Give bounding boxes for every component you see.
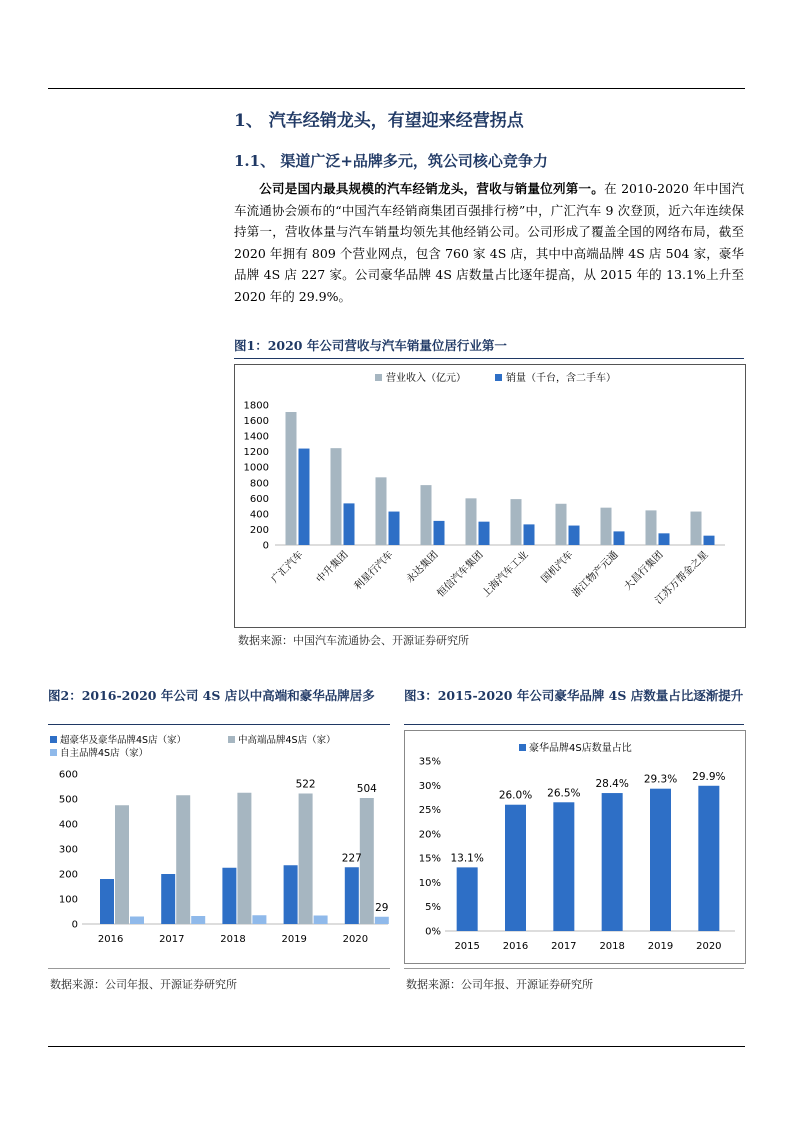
bar-sales	[299, 449, 310, 545]
data-label: 29.3%	[643, 773, 678, 786]
y-tick-label: 1800	[243, 400, 269, 412]
legend-swatch	[375, 374, 382, 381]
bar-luxury-share	[602, 793, 623, 931]
x-tick-label: 2015	[454, 941, 480, 952]
x-tick-label: 2018	[599, 941, 625, 952]
bar-sales	[569, 526, 580, 545]
data-label: 504	[356, 783, 377, 795]
y-tick-label: 400	[249, 509, 269, 521]
figure1-source: 数据来源：中国汽车流通协会、开源证券研究所	[238, 634, 469, 647]
legend-label: 豪华品牌4S店数量占比	[529, 743, 632, 754]
y-tick-label: 100	[58, 894, 78, 906]
y-tick-label: 25%	[418, 805, 441, 817]
data-label: 26.5%	[547, 787, 581, 800]
data-label: 13.1%	[450, 852, 484, 865]
y-tick-label: 200	[249, 524, 269, 536]
data-label: 28.4%	[595, 778, 629, 791]
data-label: 29	[375, 901, 389, 914]
y-tick-label: 600	[249, 493, 269, 505]
x-tick-label: 利星行汽车	[352, 549, 396, 593]
bar-luxury-share	[553, 802, 574, 931]
bar-domestic	[375, 917, 389, 924]
x-tick-label: 大昌行集团	[622, 549, 666, 593]
x-tick-label: 浙江物产元通	[570, 549, 621, 600]
data-label: 29.9%	[692, 770, 726, 783]
bar-midhigh	[115, 805, 129, 924]
y-tick-label: 0%	[425, 926, 441, 938]
figure3-chart-box	[404, 730, 746, 964]
bar-sales	[614, 531, 625, 545]
y-tick-label: 10%	[418, 877, 441, 889]
figure1-title: 图1：2020 年公司营收与汽车销量位居行业第一	[234, 338, 507, 353]
bar-revenue	[511, 499, 522, 545]
figure2-title-rule	[48, 724, 390, 725]
legend-label: 超豪华及豪华品牌4S店（家）	[60, 735, 187, 746]
y-tick-label: 400	[58, 819, 78, 831]
subsection-heading: 1.1、 渠道广泛+品牌多元，筑公司核心竞争力	[234, 152, 548, 170]
y-tick-label: 0	[71, 919, 78, 931]
bar-luxury-share	[698, 786, 719, 931]
legend-label: 营业收入（亿元）	[386, 373, 466, 384]
bar-sales	[389, 512, 400, 545]
figure2-title: 图2：2016-2020 年公司 4S 店以中高端和豪华品牌居多	[48, 688, 375, 703]
data-label: 26.0%	[498, 789, 533, 802]
y-tick-label: 1400	[243, 431, 269, 443]
y-tick-label: 5%	[425, 902, 441, 914]
data-label: 227	[341, 852, 362, 865]
legend-swatch	[228, 736, 235, 743]
bar-luxury-share	[650, 789, 671, 931]
bar-revenue	[691, 512, 702, 545]
bar-revenue	[601, 508, 612, 545]
x-tick-label: 2019	[281, 934, 307, 945]
figure2-chart	[48, 730, 390, 960]
y-tick-label: 600	[58, 769, 78, 781]
body-paragraph	[234, 178, 744, 308]
figure3-source-rule	[404, 968, 744, 969]
figure3-title: 图3：2015-2020 年公司豪华品牌 4S 店数量占比逐渐提升	[404, 688, 744, 703]
y-tick-label: 20%	[418, 829, 441, 841]
figure2-source-rule	[48, 968, 390, 969]
bar-sales	[344, 503, 355, 545]
legend-swatch	[50, 749, 57, 756]
paragraph-lead: 公司是国内最具规模的汽车经销龙头，营收与销量位列第一。	[259, 181, 605, 196]
figure3-title-rule	[404, 724, 744, 725]
y-tick-label: 35%	[418, 756, 441, 768]
y-tick-label: 1600	[243, 416, 269, 428]
bar-midhigh	[176, 795, 190, 924]
footer-rule	[48, 1046, 745, 1047]
y-tick-label: 500	[58, 794, 78, 806]
y-tick-label: 1000	[243, 462, 269, 474]
x-tick-label: 国机汽车	[539, 549, 576, 586]
data-label: 522	[295, 778, 316, 791]
x-tick-label: 2020	[696, 941, 722, 952]
bar-revenue	[331, 448, 342, 545]
bar-domestic	[130, 917, 144, 925]
bar-luxury	[284, 865, 298, 924]
paragraph-text: 在 2010-2020 年中国汽车流通协会颁布的“中国汽车经销商集团百强排行榜”中，广汇汽车 9 次登顶，近六年连续保持第一，营收体量与汽车销量均领先其他经销公司。公司形成了覆盖全国的网络布局，截至 2020 年拥有 809 个营业网点，包含 760 家 4S 店，其中中高端品牌 4S 店 504 家，豪华品牌 4S 店 227 家。公司豪华品牌 4S 店数量占比逐年提高，从 2015 年的 13.1%上升至 2020 年的 29.9%。	[234, 181, 744, 304]
bar-luxury-share	[505, 805, 526, 931]
y-tick-label: 15%	[418, 853, 441, 865]
bar-domestic	[252, 915, 266, 924]
bar-domestic	[314, 916, 328, 925]
x-tick-label: 江苏万帮金之星	[653, 549, 711, 607]
figure3-chart	[405, 731, 745, 963]
x-tick-label: 恒信汽车集团	[435, 549, 486, 600]
bar-revenue	[421, 485, 432, 545]
bar-sales	[434, 521, 445, 545]
legend-label: 自主品牌4S店（家）	[60, 748, 149, 759]
bar-revenue	[646, 510, 657, 545]
y-tick-label: 800	[249, 478, 269, 490]
figure1-chart-box	[234, 364, 746, 628]
bar-domestic	[191, 916, 205, 924]
bar-midhigh	[360, 798, 374, 924]
y-tick-label: 300	[58, 844, 78, 856]
bar-luxury	[345, 867, 359, 924]
section-heading: 1、 汽车经销龙头，有望迎来经营拐点	[234, 111, 524, 131]
bar-luxury	[161, 874, 175, 924]
legend-swatch	[50, 736, 57, 743]
x-tick-label: 中升集团	[314, 549, 351, 586]
y-tick-label: 200	[58, 869, 78, 881]
x-tick-label: 2020	[342, 934, 369, 945]
bar-sales	[524, 524, 535, 545]
figure2-source: 数据来源：公司年报、开源证券研究所	[50, 978, 237, 991]
x-tick-label: 上海汽车工业	[480, 549, 531, 600]
legend-label: 销量（千台，含二手车）	[506, 373, 616, 384]
legend-swatch	[495, 374, 502, 381]
bar-luxury	[222, 868, 236, 924]
x-tick-label: 广汇汽车	[269, 549, 306, 586]
bar-revenue	[376, 477, 387, 545]
header-rule	[48, 88, 745, 89]
bar-sales	[659, 533, 670, 545]
y-tick-label: 30%	[418, 780, 441, 792]
bar-midhigh	[237, 793, 251, 924]
x-tick-label: 永达集团	[404, 549, 441, 586]
x-tick-label: 2018	[220, 934, 246, 945]
x-tick-label: 2016	[97, 934, 124, 945]
figure1-chart	[235, 365, 745, 627]
x-tick-label: 2017	[551, 941, 577, 952]
x-tick-label: 2016	[502, 941, 529, 952]
y-tick-label: 0	[262, 540, 269, 552]
legend-label: 中高端品牌4S店（家）	[238, 735, 336, 746]
bar-revenue	[466, 498, 477, 545]
x-tick-label: 2017	[159, 934, 185, 945]
bar-revenue	[286, 412, 297, 545]
bar-luxury-share	[457, 867, 478, 931]
y-tick-label: 1200	[243, 447, 269, 459]
bar-sales	[704, 536, 715, 545]
legend-swatch	[519, 744, 526, 751]
bar-sales	[479, 522, 490, 545]
bar-luxury	[100, 879, 114, 924]
bar-midhigh	[299, 794, 313, 925]
bar-revenue	[556, 504, 567, 545]
figure1-title-rule	[234, 358, 744, 359]
figure3-source: 数据来源：公司年报、开源证券研究所	[406, 978, 593, 991]
x-tick-label: 2019	[647, 941, 674, 952]
